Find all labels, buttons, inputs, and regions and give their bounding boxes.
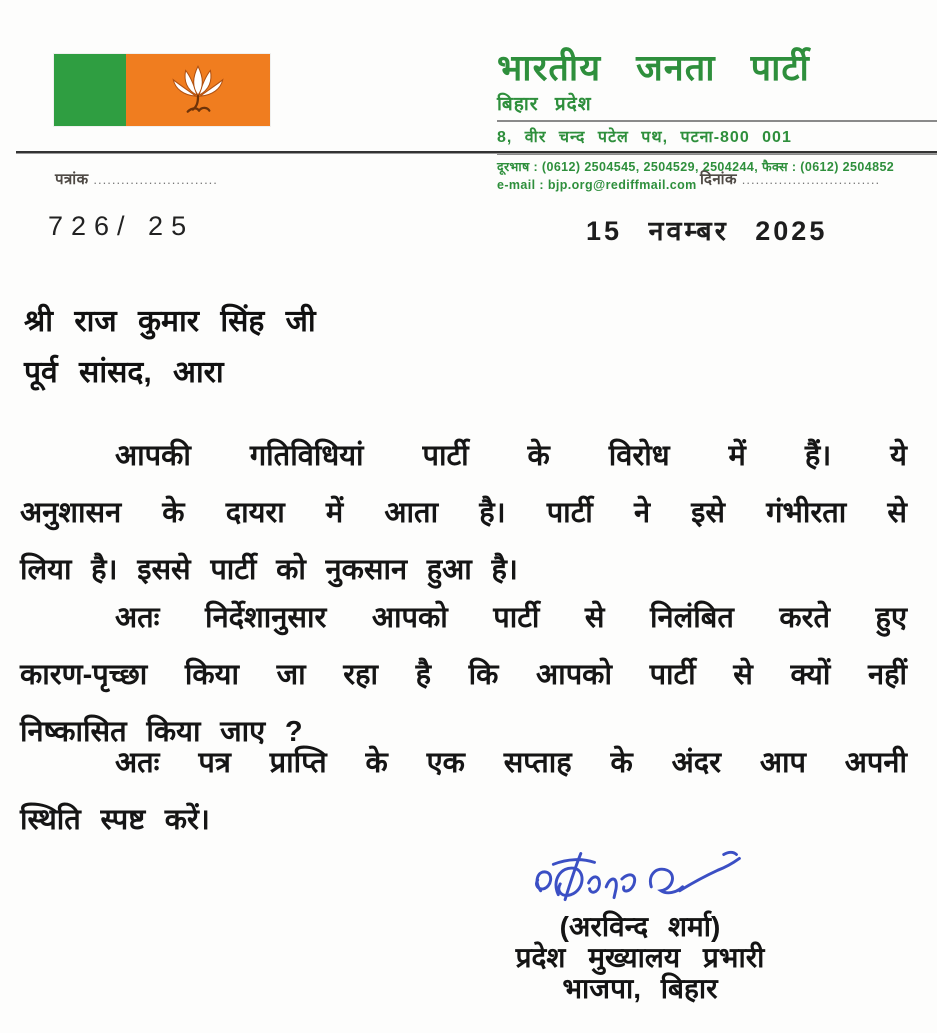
paragraph-line: स्थिति स्पष्ट करें। — [20, 804, 210, 836]
addressee-block — [24, 296, 316, 398]
date-dotted-line: .............................. — [741, 172, 881, 187]
header-divider — [16, 151, 937, 154]
paragraph-line: आपकी गतिविधियां पार्टी के विरोध में हैं। ये — [115, 440, 907, 472]
email-line: e-mail : bjp.org@rediffmail.com — [497, 178, 697, 192]
lotus-icon — [165, 63, 231, 117]
addressee-designation: पूर्व सांसद, आरा — [24, 356, 224, 389]
paragraph-line: अतः निर्देशानुसार आपको पार्टी से निलंबित करते हुए — [115, 602, 907, 634]
ref-label: पत्रांक — [55, 171, 89, 188]
paragraph-line: अनुशासन के दायरा में आता है। पार्टी ने इसे गंभीरता से — [20, 497, 907, 529]
phone-line: दूरभाष : (0612) 2504545, 2504529, 2504244, फैक्स : (0612) 2504852 — [497, 160, 895, 174]
state-unit-name: बिहार प्रदेश — [497, 94, 592, 115]
office-address: 8, वीर चन्द पटेल पथ, पटना-800 001 — [497, 129, 792, 146]
flag-saffron-band — [126, 54, 270, 126]
ref-dotted-line: ........................... — [93, 172, 218, 187]
ref-label-row — [55, 169, 218, 189]
paragraph-line: निष्कासित किया जाए ? — [20, 716, 303, 748]
paragraph-line: अतः पत्र प्राप्ति के एक सप्ताह के अंदर आप अपनी — [115, 747, 907, 779]
signatory-org: भाजपा, बिहार — [562, 973, 718, 1004]
signature-block — [440, 843, 840, 1004]
date-label-row — [700, 169, 880, 189]
signatory-name: (अरविन्द शर्मा) — [559, 911, 721, 942]
letter-ref-number: 726/ 25 — [48, 211, 195, 241]
bjp-flag — [54, 54, 270, 126]
signatory-title: प्रदेश मुख्यालय प्रभारी — [515, 942, 765, 973]
paragraph-line: लिया है। इससे पार्टी को नुकसान हुआ है। — [20, 554, 518, 586]
body-paragraph-1 — [20, 428, 907, 599]
party-name: भारतीय जनता पार्टी — [497, 47, 810, 88]
signature-ink — [523, 843, 758, 915]
addressee-name: श्री राज कुमार सिंह जी — [24, 305, 316, 338]
date-label: दिनांक — [700, 171, 738, 188]
paragraph-line: कारण-पृच्छा किया जा रहा है कि आपको पार्टी से क्यों नहीं — [20, 659, 907, 691]
letter-date: 15 नवम्बर 2025 — [586, 216, 828, 246]
flag-green-band — [54, 54, 126, 126]
body-paragraph-3 — [20, 735, 907, 849]
